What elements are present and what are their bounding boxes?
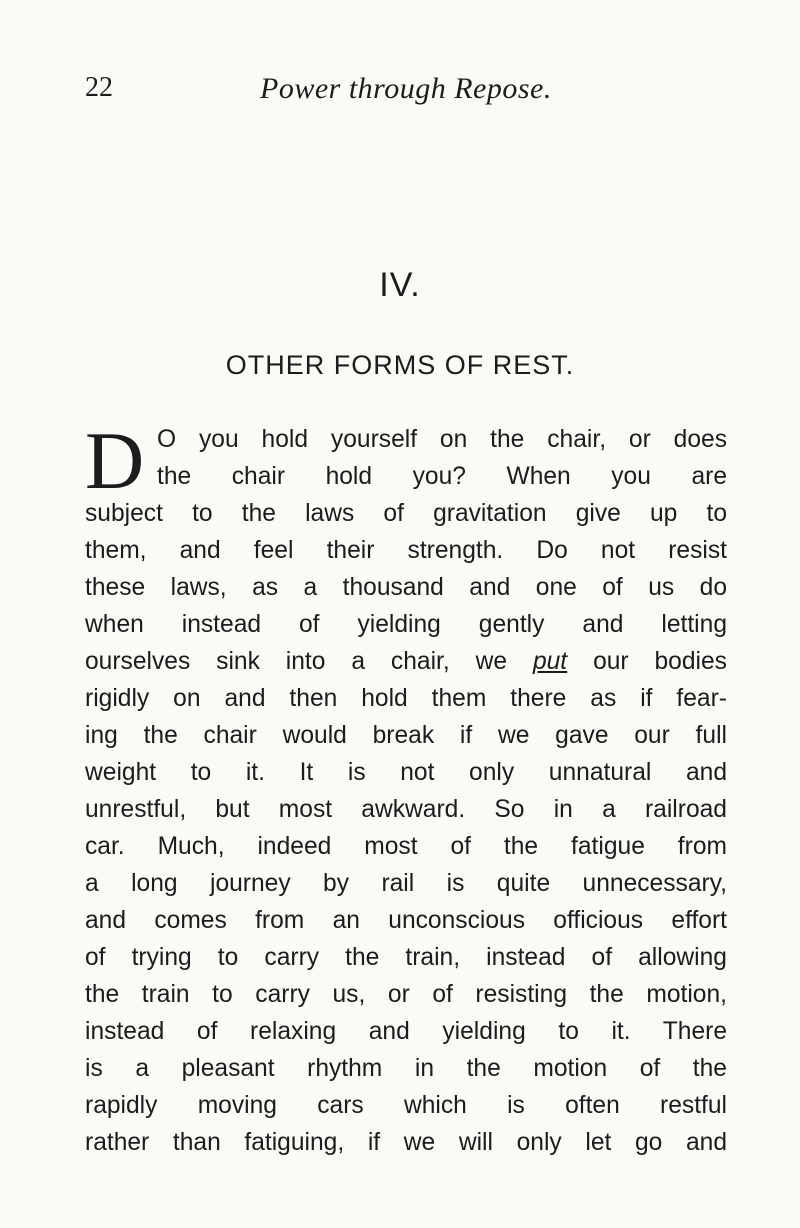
text-segment: our bodies (593, 648, 727, 675)
text-line: car. Much, indeed most of the fatigue from (85, 833, 727, 860)
text-line: a long journey by rail is quite unnecessary, (85, 870, 727, 897)
text-line: rapidly moving cars which is often restful (85, 1092, 727, 1119)
running-title: Power through Repose. (260, 72, 552, 105)
text-line: the chair hold you? When you are (157, 463, 727, 490)
text-line: them, and feel their strength. Do not resist (85, 537, 727, 564)
text-line: of trying to carry the train, instead of allowing (85, 944, 727, 971)
text-segment: ourselves sink into a chair, we (85, 648, 508, 675)
text-line: the train to carry us, or of resisting the motion, (85, 981, 727, 1008)
text-line: O you hold yourself on the chair, or does (157, 426, 727, 453)
chapter-number: IV. (379, 266, 421, 304)
text-line (85, 643, 727, 680)
text-line: instead of relaxing and yielding to it. There (85, 1018, 727, 1045)
body-text (85, 415, 727, 1161)
text-line: these laws, as a thousand and one of us do (85, 574, 727, 601)
chapter-title: OTHER FORMS OF REST. (225, 350, 575, 380)
text-line: rigidly on and then hold them there as if fear- (85, 685, 727, 712)
text-line: weight to it. It is not only unnatural and (85, 759, 727, 786)
page-number: 22 (85, 72, 113, 103)
text-line: unrestful, but most awkward. So in a railroad (85, 796, 727, 823)
text-line: when instead of yielding gently and letting (85, 611, 727, 638)
text-line: subject to the laws of gravitation give up to (85, 500, 727, 527)
text-line: rather than fatiguing, if we will only let go and (85, 1129, 727, 1156)
text-line: and comes from an unconscious officious effort (85, 907, 727, 934)
running-head (85, 72, 725, 112)
text-line: is a pleasant rhythm in the motion of the (85, 1055, 727, 1082)
emphasized-word: put (532, 648, 568, 675)
drop-cap: D (85, 415, 145, 506)
text-line: ing the chair would break if we gave our full (85, 722, 727, 749)
